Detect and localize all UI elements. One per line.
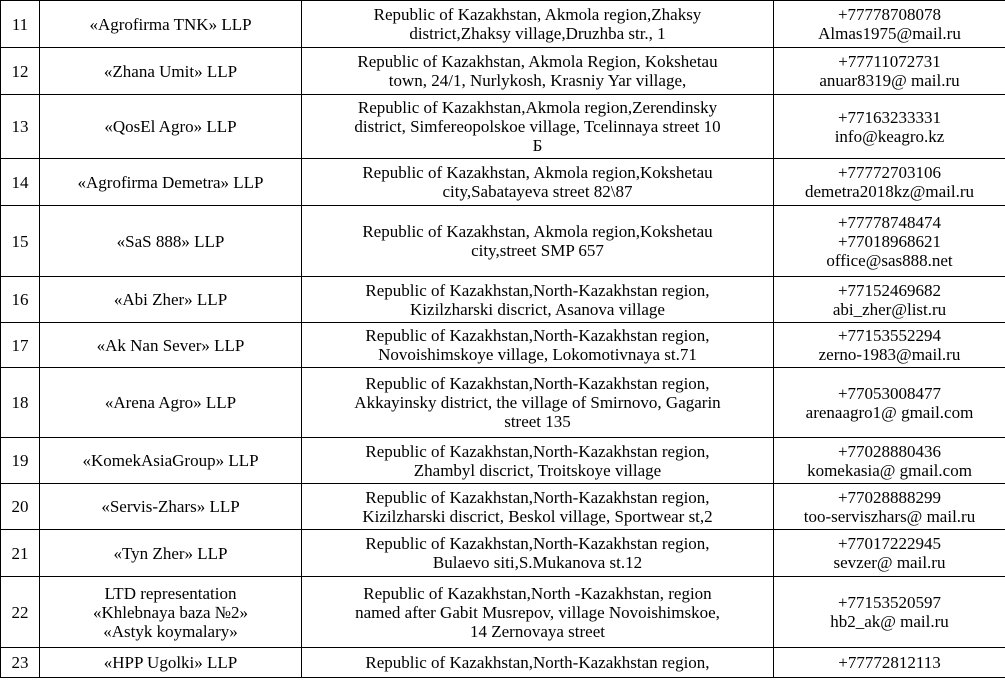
table-body bbox=[1, 1, 1005, 678]
table-row bbox=[1, 648, 1005, 678]
company-cell bbox=[40, 530, 302, 577]
contact-line: +77163233331 bbox=[837, 107, 942, 127]
address-cell bbox=[302, 577, 774, 648]
address-line: Republic of Kazakhstan,North-Kazakhstan region, bbox=[365, 487, 710, 507]
contact-line: +77711072731 bbox=[838, 52, 941, 71]
address-line: Republic of Kazakhstan,North-Kazakhstan region, bbox=[365, 374, 710, 393]
row-number-cell: 21 bbox=[1, 530, 40, 577]
contact-line: too-serviszhars@ mail.ru bbox=[803, 506, 976, 526]
company-line: «HPP Ugolki» LLP bbox=[103, 653, 238, 672]
contact-line: abi_zher@list.ru bbox=[832, 299, 947, 319]
company-cell bbox=[40, 1, 302, 48]
contact-line: +77778708078 bbox=[837, 5, 942, 24]
company-cell bbox=[40, 323, 302, 368]
address-line: Bulaevo siti,S.Mukanova st.12 bbox=[432, 553, 643, 572]
company-cell bbox=[40, 206, 302, 277]
contact-line: office@sas888.net bbox=[826, 250, 953, 270]
contact-line: +77153520597 bbox=[837, 593, 942, 612]
address-cell bbox=[302, 48, 774, 95]
contact-line: +77053008477 bbox=[837, 383, 942, 403]
address-cell bbox=[302, 1, 774, 48]
table-row bbox=[1, 577, 1005, 648]
contact-line: anuar8319@ mail.ru bbox=[819, 71, 960, 90]
table-row bbox=[1, 159, 1005, 206]
contact-line: komekasia@ gmail.com bbox=[807, 460, 972, 480]
address-line: named after Gabit Musrepov, village Novoishimskoe, bbox=[355, 602, 720, 622]
company-cell bbox=[40, 484, 302, 530]
address-line: Republic of Kazakhstan, Akmola region,Kokshetau bbox=[362, 163, 713, 182]
company-line: «KomekAsiaGroup» LLP bbox=[82, 451, 259, 470]
contact-cell bbox=[774, 277, 1005, 323]
row-number-cell: 14 bbox=[1, 159, 40, 206]
company-cell bbox=[40, 277, 302, 323]
address-line: Kizilzharski discrict, Asanova village bbox=[410, 299, 665, 319]
contact-line: +77017222945 bbox=[837, 534, 942, 553]
company-line: «Agrofirma Demetra» LLP bbox=[77, 172, 264, 192]
contact-line: demetra2018kz@mail.ru bbox=[804, 182, 975, 201]
contact-line: +77772812113 bbox=[838, 653, 941, 672]
company-line: «Servis-Zhars» LLP bbox=[101, 497, 240, 516]
row-number-cell: 22 bbox=[1, 577, 40, 648]
address-line: district, Simfereopolskoe village, Tcelinnaya street 10 bbox=[354, 117, 721, 136]
address-line: Republic of Kazakhstan,North-Kazakhstan region, bbox=[365, 326, 710, 345]
table-row bbox=[1, 48, 1005, 95]
row-number-cell: 17 bbox=[1, 323, 40, 368]
contact-line: sevzer@ mail.ru bbox=[833, 553, 946, 572]
contact-line: +77152469682 bbox=[837, 280, 942, 300]
company-line: «Tyn Zher» LLP bbox=[113, 543, 228, 563]
table-row bbox=[1, 438, 1005, 484]
address-line: Republic of Kazakhstan,North-Kazakhstan region, bbox=[365, 653, 710, 672]
address-cell bbox=[302, 277, 774, 323]
address-cell bbox=[302, 206, 774, 277]
contact-cell bbox=[774, 206, 1005, 277]
contact-cell bbox=[774, 530, 1005, 577]
address-line: Kizilzharski discrict, Beskol village, Sportwear st,2 bbox=[362, 506, 713, 526]
address-cell bbox=[302, 95, 774, 159]
address-line: street 135 bbox=[504, 412, 571, 431]
row-number-cell: 18 bbox=[1, 368, 40, 438]
address-line: Zhambyl discrict, Troitskoye village bbox=[413, 460, 662, 480]
address-cell bbox=[302, 438, 774, 484]
contact-cell bbox=[774, 368, 1005, 438]
contact-cell bbox=[774, 648, 1005, 678]
table-row bbox=[1, 368, 1005, 438]
row-number-cell: 12 bbox=[1, 48, 40, 95]
contact-line: +77028880436 bbox=[837, 441, 942, 461]
company-cell bbox=[40, 48, 302, 95]
contact-cell bbox=[774, 159, 1005, 206]
address-line: 14 Zernovaya street bbox=[470, 621, 605, 641]
address-line: city,Sabatayeva street 82\87 bbox=[442, 182, 633, 201]
row-number-cell: 15 bbox=[1, 206, 40, 277]
address-cell bbox=[302, 368, 774, 438]
contact-cell bbox=[774, 95, 1005, 159]
contact-cell bbox=[774, 438, 1005, 484]
company-line: «QosEl Agro» LLP bbox=[104, 117, 237, 136]
address-line: Republic of Kazakhstan, Akmola region,Kokshetau bbox=[362, 222, 713, 241]
contact-cell bbox=[774, 323, 1005, 368]
address-line: Akkayinsky district, the village of Smirnovo, Gagarin bbox=[354, 393, 721, 412]
address-cell bbox=[302, 484, 774, 530]
table-row bbox=[1, 206, 1005, 277]
contact-line: +77018968621 bbox=[837, 231, 942, 251]
address-line: Republic of Kazakhstan,North-Kazakhstan region, bbox=[365, 441, 710, 461]
contact-line: +77772703106 bbox=[837, 163, 942, 182]
table-row bbox=[1, 95, 1005, 159]
row-number-cell: 20 bbox=[1, 484, 40, 530]
row-number-cell: 16 bbox=[1, 277, 40, 323]
company-cell bbox=[40, 438, 302, 484]
contact-line: +77153552294 bbox=[837, 326, 942, 345]
address-line: city,street SMP 657 bbox=[471, 241, 604, 260]
contact-line: info@keagro.kz bbox=[834, 126, 945, 146]
address-line: Republic of Kazakhstan, Akmola Region, Kokshetau bbox=[357, 52, 718, 71]
table-row bbox=[1, 484, 1005, 530]
company-cell bbox=[40, 577, 302, 648]
address-cell bbox=[302, 530, 774, 577]
company-cell bbox=[40, 95, 302, 159]
company-line: «Zhana Umit» LLP bbox=[103, 61, 238, 81]
contact-line: +77778748474 bbox=[837, 212, 942, 232]
contact-cell bbox=[774, 484, 1005, 530]
contact-line: arenaagro1@ gmail.com bbox=[805, 402, 974, 422]
address-line: Republic of Kazakhstan,Akmola region,Zerendinsky bbox=[357, 98, 718, 117]
row-number-cell: 23 bbox=[1, 648, 40, 678]
company-line: «SaS 888» LLP bbox=[116, 231, 225, 251]
address-line: Republic of Kazakhstan,North-Kazakhstan region, bbox=[365, 280, 710, 300]
company-cell bbox=[40, 368, 302, 438]
row-number-cell: 19 bbox=[1, 438, 40, 484]
contact-line: hb2_ak@ mail.ru bbox=[830, 612, 949, 631]
company-line: «Khlebnaya baza №2» bbox=[93, 602, 248, 622]
company-line: «Abi Zher» LLP bbox=[113, 290, 228, 309]
company-line: «Agrofirma TNK» LLP bbox=[89, 14, 252, 34]
company-line: «Arena Agro» LLP bbox=[104, 393, 237, 412]
row-number-cell: 11 bbox=[1, 1, 40, 48]
table-row bbox=[1, 277, 1005, 323]
row-number-cell: 13 bbox=[1, 95, 40, 159]
contact-line: +77028888299 bbox=[837, 487, 942, 507]
table-row bbox=[1, 1, 1005, 48]
address-cell bbox=[302, 159, 774, 206]
company-line: «Ak Nan Sever» LLP bbox=[96, 335, 245, 355]
contact-cell bbox=[774, 48, 1005, 95]
address-line: Б bbox=[532, 136, 543, 155]
contact-line: zerno-1983@mail.ru bbox=[818, 345, 961, 364]
company-line: «Astyk koymalary» bbox=[103, 621, 238, 641]
table-row bbox=[1, 323, 1005, 368]
address-line: town, 24/1, Nurlykosh, Krasniy Yar village, bbox=[388, 71, 687, 90]
address-line: Republic of Kazakhstan, Akmola region,Zhaksy bbox=[373, 5, 702, 24]
address-line: Republic of Kazakhstan,North -Kazakhstan, region bbox=[363, 583, 712, 603]
company-cell bbox=[40, 648, 302, 678]
table-row bbox=[1, 530, 1005, 577]
contact-cell bbox=[774, 577, 1005, 648]
company-line: LTD representation bbox=[104, 583, 237, 603]
address-line: Novoishimskoye village, Lokomotivnaya st.71 bbox=[378, 345, 697, 364]
address-line: district,Zhaksy village,Druzhba str., 1 bbox=[409, 24, 666, 43]
address-cell bbox=[302, 323, 774, 368]
address-line: Republic of Kazakhstan,North-Kazakhstan region, bbox=[365, 534, 710, 553]
company-cell bbox=[40, 159, 302, 206]
contact-line: Almas1975@mail.ru bbox=[818, 24, 961, 43]
contact-cell bbox=[774, 1, 1005, 48]
address-cell bbox=[302, 648, 774, 678]
